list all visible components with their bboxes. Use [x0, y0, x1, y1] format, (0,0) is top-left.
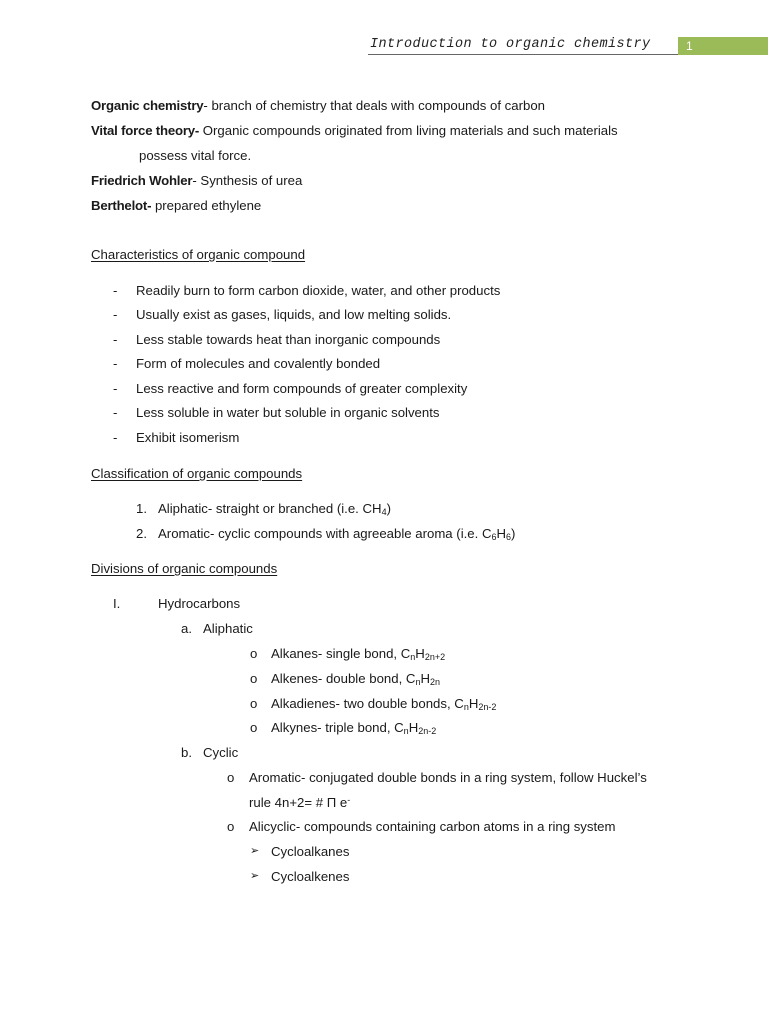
list-item: Form of molecules and covalently bonded: [136, 356, 381, 371]
list-item: Usually exist as gases, liquids, and low melting solids.: [136, 307, 452, 322]
arrow-bullet-icon: ➢: [250, 845, 260, 857]
alicyclic-subitem: Cycloalkanes: [271, 844, 350, 859]
circle-bullet: o: [250, 671, 258, 686]
subscript: 2n+2: [424, 652, 446, 662]
item-text: Alkynes- triple bond, C: [271, 720, 404, 735]
circle-bullet: o: [250, 696, 258, 711]
dash: -: [203, 98, 208, 113]
characteristics-heading: Characteristics of organic compound: [91, 247, 306, 262]
bullet: -: [113, 356, 118, 371]
circle-bullet: o: [227, 770, 235, 785]
rule-text: rule 4n+2= # Π e: [249, 795, 348, 810]
definition-text: branch of chemistry that deals with compounds of carbon: [207, 98, 546, 113]
classification-item-aliphatic: [158, 501, 391, 516]
subscript: n: [403, 726, 409, 736]
item-text: Aliphatic- straight or branched (i.e. CH: [158, 501, 382, 516]
bullet: -: [113, 283, 118, 298]
definition-organic-chemistry: [91, 98, 545, 113]
definition-text: Synthesis of urea: [196, 173, 303, 188]
item-tail: ): [511, 526, 516, 541]
definition-text: Organic compounds originated from living materials and such materials: [199, 123, 618, 138]
circle-bullet: o: [227, 819, 235, 834]
alicyclic-subitem: Cycloalkenes: [271, 869, 350, 884]
header-title: Introduction to organic chemistry: [370, 37, 651, 52]
roman-numeral: I.: [113, 596, 121, 611]
bullet: -: [113, 430, 118, 445]
item-text: Alkadienes- two double bonds, C: [271, 696, 464, 711]
definition-text: prepared ethylene: [151, 198, 262, 213]
definition-berthelot: [91, 198, 261, 213]
cyclic-item-aromatic-rule: [249, 795, 350, 810]
term: Organic chemistry: [91, 98, 204, 113]
header-rule: [368, 54, 678, 55]
list-item: Less stable towards heat than inorganic compounds: [136, 332, 441, 347]
page-number-badge: 1: [678, 37, 768, 55]
definition-wohler: [91, 173, 302, 188]
classification-item-aromatic: [158, 526, 515, 541]
item-text: Alkanes- single bond, C: [271, 646, 411, 661]
item-text: Alkenes- double bond, C: [271, 671, 416, 686]
classification-heading: Classification of organic compounds: [91, 466, 303, 481]
subscript: 2n: [429, 677, 440, 687]
term: Vital force theory-: [91, 123, 200, 138]
bullet: -: [113, 307, 118, 322]
subscript: 2n-2: [478, 702, 497, 712]
aliphatic-item-alkanes: [271, 646, 445, 661]
subscript: n: [410, 652, 416, 662]
superscript: -: [347, 795, 351, 805]
term: Berthelot-: [91, 198, 152, 213]
circle-bullet: o: [250, 646, 258, 661]
list-item: Less reactive and form compounds of greater complexity: [136, 381, 468, 396]
aliphatic-item-alkadienes: [271, 696, 496, 711]
bullet: -: [113, 332, 118, 347]
hydrocarbons-label: Hydrocarbons: [158, 596, 241, 611]
cyclic-label: Cyclic: [203, 745, 239, 760]
term: Friedrich Wohler: [91, 173, 193, 188]
arrow-bullet-icon: ➢: [250, 870, 260, 882]
list-item: Readily burn to form carbon dioxide, water, and other products: [136, 283, 501, 298]
subscript: 6: [506, 532, 512, 542]
dash: -: [192, 173, 197, 188]
item-mid: H: [408, 720, 419, 735]
bullet: -: [113, 381, 118, 396]
definition-continuation: possess vital force.: [139, 148, 252, 163]
bullet: -: [113, 405, 118, 420]
cyclic-item-aromatic: Aromatic- conjugated double bonds in a ring system, follow Huckel’s: [249, 770, 647, 785]
subscript: 6: [491, 532, 497, 542]
item-mid: H: [420, 671, 430, 686]
list-letter: a.: [181, 621, 192, 636]
list-number: 2.: [136, 526, 147, 541]
divisions-heading: Divisions of organic compounds: [91, 561, 278, 576]
circle-bullet: o: [250, 720, 258, 735]
list-letter: b.: [181, 745, 192, 760]
cyclic-item-alicyclic: Alicyclic- compounds containing carbon atoms in a ring system: [249, 819, 616, 834]
aliphatic-item-alkynes: [271, 720, 436, 735]
aliphatic-item-alkenes: [271, 671, 440, 686]
list-item: Exhibit isomerism: [136, 430, 240, 445]
subscript: 4: [381, 507, 387, 517]
subscript: 2n-2: [418, 726, 437, 736]
definition-vital-force: [91, 123, 618, 138]
item-mid: H: [496, 526, 507, 541]
item-mid: H: [468, 696, 479, 711]
item-tail: ): [386, 501, 391, 516]
aliphatic-label: Aliphatic: [203, 621, 253, 636]
subscript: n: [415, 677, 421, 687]
list-item: Less soluble in water but soluble in organic solvents: [136, 405, 440, 420]
item-text: Aromatic- cyclic compounds with agreeable aroma (i.e. C: [158, 526, 492, 541]
item-mid: H: [415, 646, 425, 661]
subscript: n: [463, 702, 469, 712]
list-number: 1.: [136, 501, 147, 516]
